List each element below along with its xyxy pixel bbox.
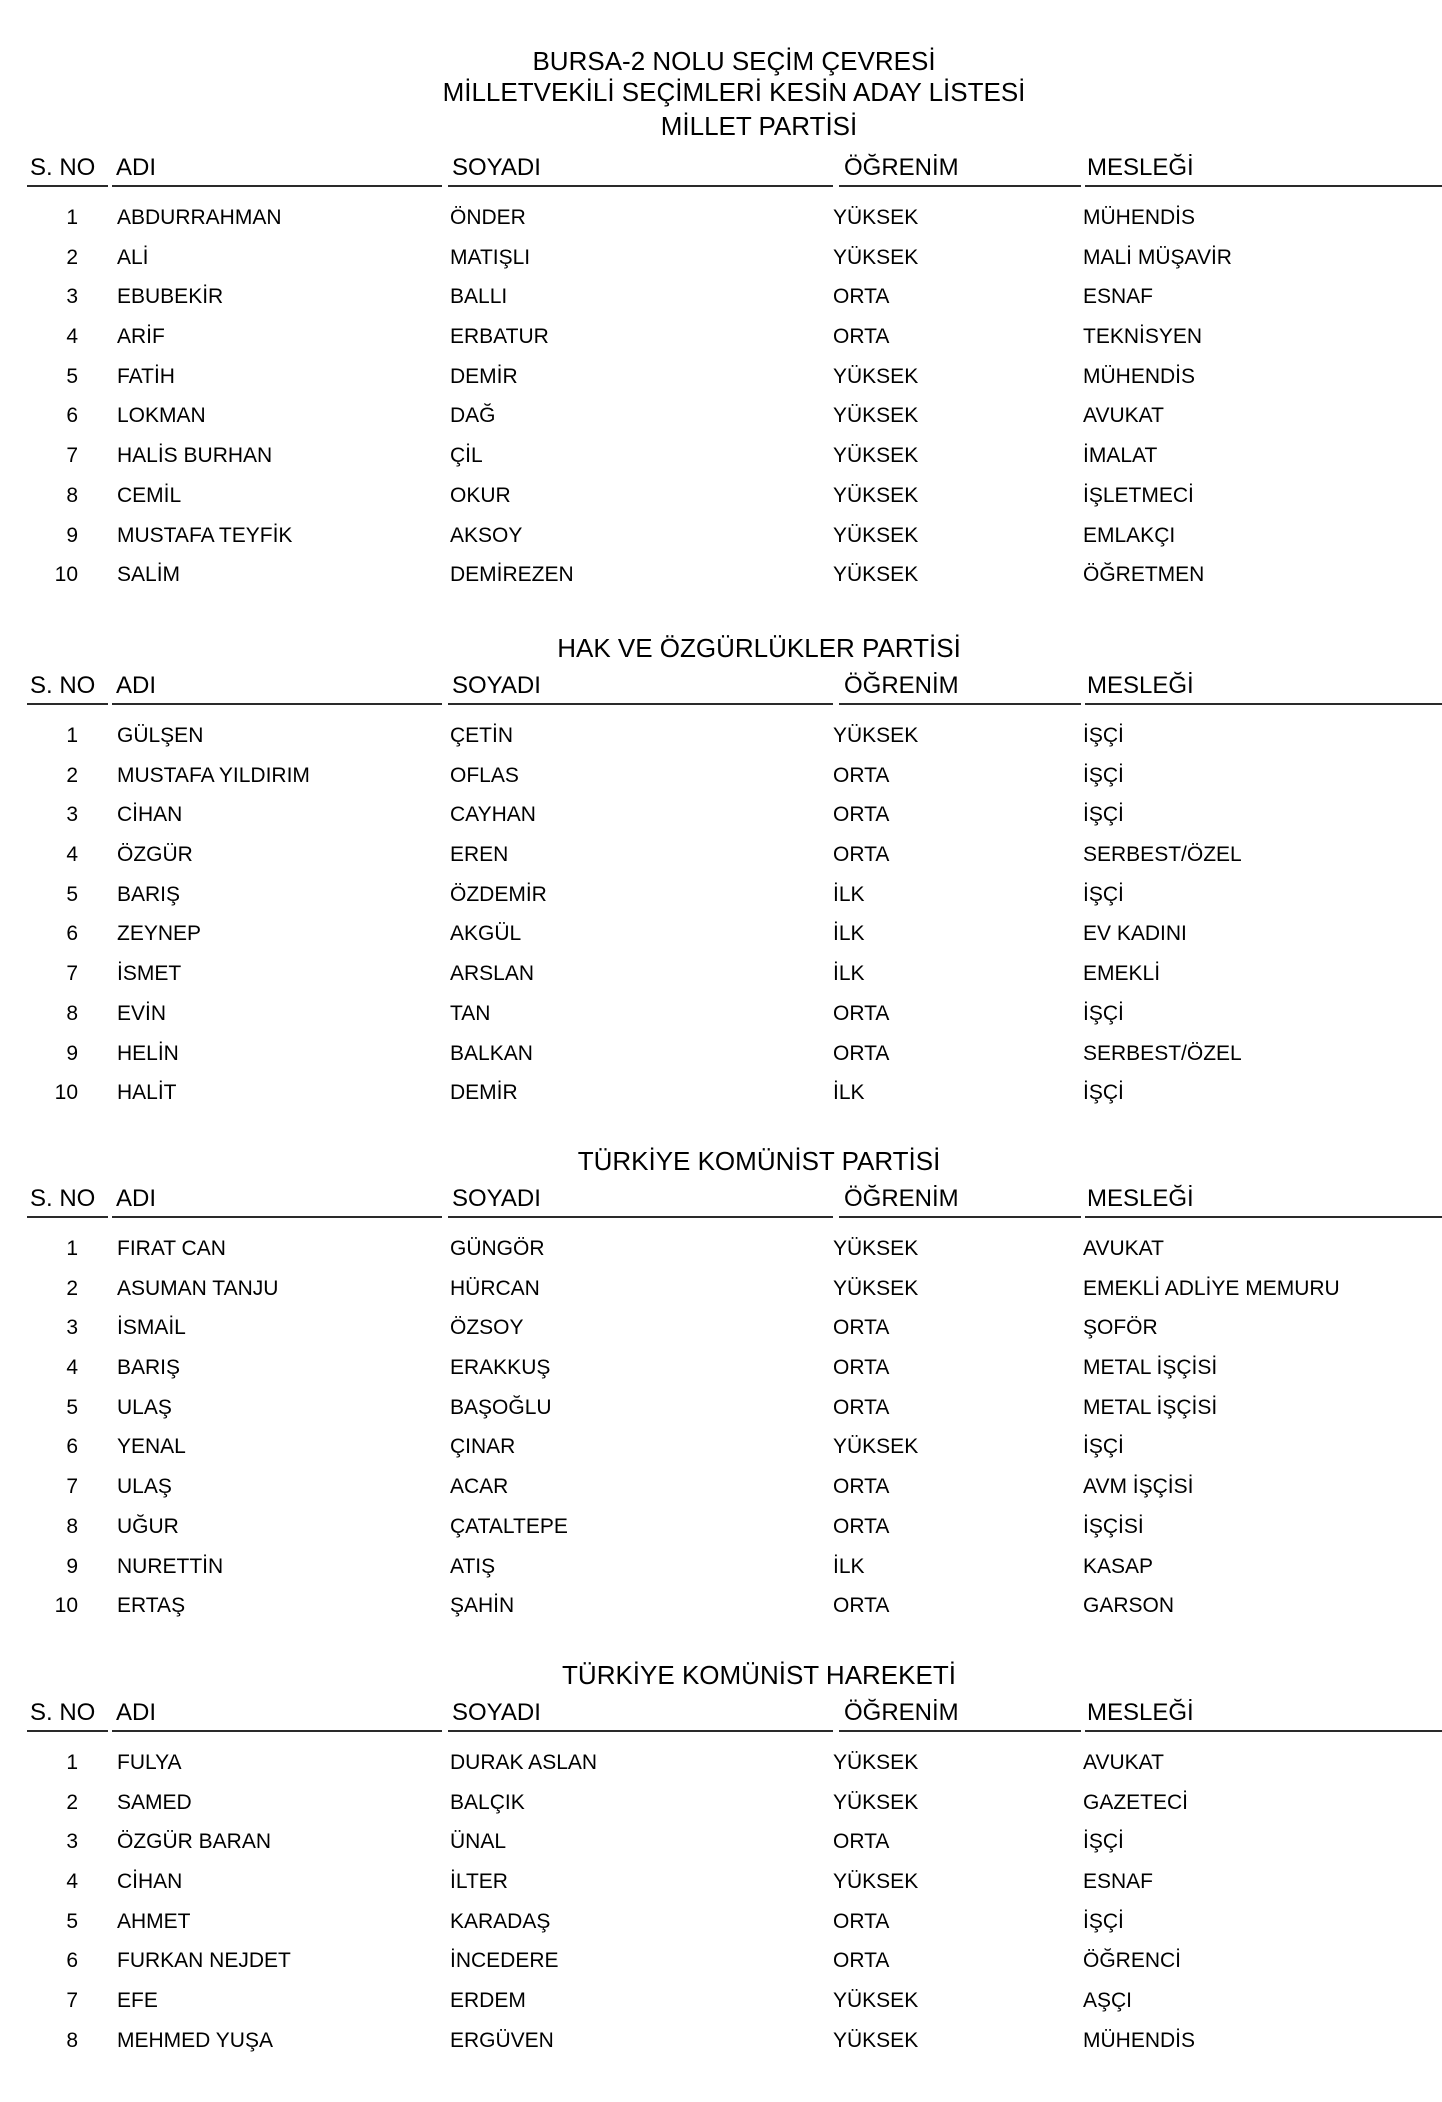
column-header-no: S. NO [30,154,96,181]
table-body [0,1231,1442,1628]
candidate-surname: ÇİL [450,444,483,468]
row-number: 6 [66,922,78,946]
candidate-education: YÜKSEK [833,364,919,388]
candidate-name: EVİN [117,1001,167,1025]
candidate-education: ORTA [833,1949,890,1973]
candidate-occupation: İŞÇİ [1083,1081,1124,1105]
candidate-name: ZEYNEP [117,922,202,946]
table-row [0,1745,1442,1785]
candidate-name: İSMET [117,962,182,986]
candidate-education: YÜKSEK [833,483,919,507]
row-number: 7 [66,444,78,468]
candidate-surname: ERBATUR [450,325,549,349]
candidate-name: FURKAN NEJDET [117,1949,291,1973]
row-number: 3 [66,1830,78,1854]
candidate-education: YÜKSEK [833,1276,919,1300]
candidate-name: SAMED [117,1790,192,1814]
column-header-surname: SOYADI [452,1699,541,1726]
header-rule-occupation [1085,703,1442,705]
column-header-name: ADI [116,1185,157,1212]
candidate-surname: GÜNGÖR [450,1237,545,1260]
candidate-education: İLK [833,1081,865,1105]
row-number: 7 [66,1475,78,1499]
candidate-name: ULAŞ [117,1475,172,1499]
candidate-surname: CAYHAN [450,803,536,827]
column-header-occupation: MESLEĞİ [1087,154,1194,181]
party-title: HAK VE ÖZGÜRLÜKLER PARTİSİ [557,633,961,663]
candidate-surname: HÜRCAN [450,1276,540,1300]
table-row [0,200,1442,240]
candidate-education: İLK [833,882,865,906]
candidate-occupation: İŞÇİ [1083,803,1124,827]
candidate-surname: DURAK ASLAN [450,1751,598,1774]
candidate-name: MUSTAFA YILDIRIM [117,763,310,787]
candidate-surname: KARADAŞ [450,1909,551,1933]
candidate-occupation: EV KADINI [1083,922,1187,946]
header-rule-name [112,1730,442,1732]
table-row [0,1983,1442,2023]
row-number: 2 [66,763,78,787]
document-title [0,46,1442,108]
candidate-name: UĞUR [117,1514,179,1538]
column-header-education: ÖĞRENİM [844,1185,959,1212]
candidate-name: FIRAT CAN [117,1237,226,1260]
candidate-occupation: İŞLETMECİ [1083,483,1194,507]
candidate-education: YÜKSEK [833,245,919,269]
candidate-education: YÜKSEK [833,563,919,587]
row-number: 5 [66,882,78,906]
table-row [0,1509,1442,1549]
table-row [0,1350,1442,1390]
column-header-surname: SOYADI [452,1185,541,1212]
column-header-surname: SOYADI [452,154,541,181]
column-header-surname: SOYADI [452,672,541,699]
table-row [0,319,1442,359]
table-row [0,1271,1442,1311]
candidate-surname: ERGÜVEN [450,2028,554,2052]
header-rule-name [112,1216,442,1218]
table-body [0,718,1442,1115]
party-title: TÜRKİYE KOMÜNİST PARTİSİ [577,1146,941,1176]
candidate-name: HALİT [117,1081,177,1105]
row-number: 8 [66,1514,78,1538]
candidate-education: ORTA [833,1001,890,1025]
candidate-name: FATİH [117,364,175,388]
candidate-name: ASUMAN TANJU [117,1276,279,1300]
candidate-education: YÜKSEK [833,206,919,229]
candidate-name: AHMET [117,1909,191,1933]
row-number: 10 [54,1081,78,1105]
table-row [0,398,1442,438]
candidate-name: ABDURRAHMAN [117,206,282,229]
row-number: 1 [66,206,78,229]
candidate-surname: ATIŞ [450,1554,496,1578]
table-row [0,1864,1442,1904]
table-row [0,1429,1442,1469]
party-title: MİLLET PARTİSİ [660,111,858,141]
row-number: 3 [66,285,78,309]
table-row [0,1904,1442,1944]
candidate-surname: ERDEM [450,1989,526,2013]
candidate-occupation: KASAP [1083,1554,1154,1578]
column-header-occupation: MESLEĞİ [1087,672,1194,699]
candidate-name: ULAŞ [117,1395,172,1419]
candidate-occupation: MALİ MÜŞAVİR [1083,245,1232,269]
candidate-name: İSMAİL [117,1316,186,1340]
table-row [0,1310,1442,1350]
row-number: 1 [66,724,78,747]
candidate-education: ORTA [833,1395,890,1419]
candidate-education: YÜKSEK [833,724,919,747]
candidate-education: YÜKSEK [833,523,919,547]
document-title-line-1: BURSA-2 NOLU SEÇİM ÇEVRESİ [532,46,936,76]
row-number: 7 [66,1989,78,2013]
candidate-occupation: EMEKLİ [1083,962,1161,986]
candidate-education: ORTA [833,1356,890,1380]
candidate-name: ÖZGÜR BARAN [117,1830,272,1854]
candidate-occupation: EMLAKÇI [1083,523,1176,547]
row-number: 4 [66,843,78,867]
candidate-occupation: ÖĞRETMEN [1083,563,1205,587]
candidate-education: ORTA [833,763,890,787]
column-header-education: ÖĞRENİM [844,154,959,181]
candidate-education: YÜKSEK [833,1751,919,1774]
candidate-surname: ÇATALTEPE [450,1514,568,1538]
candidate-name: NURETTİN [117,1554,224,1578]
table-row [0,478,1442,518]
header-rule-education [839,1730,1081,1732]
column-header-no: S. NO [30,672,96,699]
row-number: 9 [66,523,78,547]
table-row [0,1390,1442,1430]
header-rule-no [27,703,108,705]
candidate-education: ORTA [833,1594,890,1618]
column-header-education: ÖĞRENİM [844,1699,959,1726]
candidate-education: ORTA [833,843,890,867]
candidate-surname: ERAKKUŞ [450,1356,551,1380]
candidate-surname: DEMİR [450,1081,518,1105]
column-header-no: S. NO [30,1699,96,1726]
header-rule-name [112,185,442,187]
candidate-name: CİHAN [117,1870,183,1894]
candidate-education: YÜKSEK [833,404,919,428]
table-header [0,672,1442,702]
row-number: 5 [66,364,78,388]
row-number: 6 [66,404,78,428]
table-row [0,1549,1442,1589]
candidate-education: ORTA [833,1830,890,1854]
table-row [0,1036,1442,1076]
column-header-name: ADI [116,1699,157,1726]
candidate-name: ARİF [117,325,165,349]
candidate-surname: BALLI [450,285,508,309]
row-number: 5 [66,1909,78,1933]
row-number: 4 [66,1356,78,1380]
row-number: 8 [66,483,78,507]
candidate-occupation: İŞÇİ [1083,882,1124,906]
table-row [0,557,1442,597]
table-row [0,279,1442,319]
row-number: 6 [66,1949,78,1973]
table-row [0,1075,1442,1115]
candidate-occupation: İMALAT [1083,444,1158,468]
candidate-occupation: İŞÇİ [1083,1830,1124,1854]
header-rule-no [27,1216,108,1218]
candidate-occupation: EMEKLİ ADLİYE MEMURU [1083,1276,1340,1300]
candidate-occupation: ŞOFÖR [1083,1316,1158,1340]
candidate-occupation: AVM İŞÇİSİ [1083,1475,1194,1499]
party-title: TÜRKİYE KOMÜNİST HAREKETİ [562,1660,956,1690]
row-number: 1 [66,1237,78,1260]
candidate-surname: AKSOY [450,523,523,547]
table-body [0,1745,1442,2063]
table-row [0,1469,1442,1509]
table-row [0,1824,1442,1864]
candidate-occupation: MÜHENDİS [1083,2028,1196,2052]
candidate-name: SALİM [117,563,181,587]
candidate-name: EBUBEKİR [117,285,224,309]
candidate-education: İLK [833,922,865,946]
candidate-occupation: METAL İŞÇİSİ [1083,1356,1218,1380]
header-rule-education [839,1216,1081,1218]
candidate-occupation: İŞÇİ [1083,724,1124,747]
candidate-occupation: GARSON [1083,1594,1175,1618]
candidate-surname: BALÇIK [450,1790,525,1814]
candidate-name: ÖZGÜR [117,843,193,867]
candidate-education: ORTA [833,1514,890,1538]
table-row [0,996,1442,1036]
candidate-surname: DEMİREZEN [450,563,574,587]
candidate-education: YÜKSEK [833,2028,919,2052]
candidate-education: ORTA [833,1909,890,1933]
header-rule-occupation [1085,1216,1442,1218]
header-rule-occupation [1085,1730,1442,1732]
candidate-occupation: MÜHENDİS [1083,364,1196,388]
row-number: 2 [66,245,78,269]
candidate-occupation: MÜHENDİS [1083,206,1196,229]
candidate-education: İLK [833,962,865,986]
candidate-occupation: AŞÇI [1083,1989,1133,2013]
header-rule-education [839,703,1081,705]
candidate-surname: AKGÜL [450,922,522,946]
candidate-name: YENAL [117,1435,186,1459]
row-number: 4 [66,1870,78,1894]
candidate-surname: BAŞOĞLU [450,1395,552,1419]
row-number: 10 [54,563,78,587]
candidate-surname: OKUR [450,483,511,507]
row-number: 9 [66,1041,78,1065]
candidate-education: ORTA [833,803,890,827]
row-number: 6 [66,1435,78,1459]
candidate-surname: EREN [450,843,509,867]
column-header-occupation: MESLEĞİ [1087,1185,1194,1212]
candidate-occupation: İŞÇİSİ [1083,1514,1144,1538]
candidate-surname: ÇINAR [450,1435,516,1459]
table-row [0,2023,1442,2063]
candidate-education: İLK [833,1554,865,1578]
row-number: 7 [66,962,78,986]
row-number: 5 [66,1395,78,1419]
table-row [0,718,1442,758]
table-row [0,1231,1442,1271]
candidate-surname: ACAR [450,1475,509,1499]
candidate-education: YÜKSEK [833,1870,919,1894]
header-rule-surname [448,703,833,705]
candidate-occupation: SERBEST/ÖZEL [1083,843,1242,867]
candidate-occupation: GAZETECİ [1083,1790,1189,1814]
candidate-education: ORTA [833,1316,890,1340]
candidate-occupation: ESNAF [1083,1870,1154,1894]
candidate-surname: İLTER [450,1870,508,1894]
table-row [0,916,1442,956]
header-rule-surname [448,185,833,187]
table-body [0,200,1442,597]
table-row [0,1943,1442,1983]
candidate-education: YÜKSEK [833,1435,919,1459]
candidate-surname: ÇETİN [450,724,513,747]
header-rule-education [839,185,1081,187]
table-row [0,758,1442,798]
row-number: 9 [66,1554,78,1578]
candidate-name: GÜLŞEN [117,724,204,747]
candidate-surname: TAN [450,1001,491,1025]
candidate-name: EFE [117,1989,158,2013]
document-title-line-2: MİLLETVEKİLİ SEÇİMLERİ KESİN ADAY LİSTESİ [442,77,1026,107]
candidate-name: BARIŞ [117,882,181,906]
candidate-name: CEMİL [117,483,182,507]
candidate-surname: DAĞ [450,404,496,428]
candidate-name: LOKMAN [117,404,206,428]
candidate-name: HELİN [117,1041,179,1065]
candidate-occupation: İŞÇİ [1083,763,1124,787]
table-header [0,154,1442,184]
candidate-name: CİHAN [117,803,183,827]
candidate-education: ORTA [833,285,890,309]
header-rule-occupation [1085,185,1442,187]
candidate-name: BARIŞ [117,1356,181,1380]
column-header-occupation: MESLEĞİ [1087,1699,1194,1726]
candidate-surname: ÖZSOY [450,1316,524,1340]
candidate-surname: ARSLAN [450,962,535,986]
row-number: 8 [66,2028,78,2052]
table-row [0,877,1442,917]
candidate-occupation: ESNAF [1083,285,1154,309]
table-row [0,359,1442,399]
candidate-occupation: AVUKAT [1083,404,1164,428]
table-row [0,438,1442,478]
row-number: 2 [66,1790,78,1814]
candidate-occupation: AVUKAT [1083,1237,1164,1260]
candidate-occupation: ÖĞRENCİ [1083,1949,1182,1973]
candidate-occupation: SERBEST/ÖZEL [1083,1041,1242,1065]
candidate-occupation: AVUKAT [1083,1751,1164,1774]
header-rule-no [27,1730,108,1732]
row-number: 3 [66,1316,78,1340]
row-number: 8 [66,1001,78,1025]
candidate-name: ALİ [117,245,149,269]
row-number: 4 [66,325,78,349]
header-rule-surname [448,1730,833,1732]
column-header-education: ÖĞRENİM [844,672,959,699]
header-rule-no [27,185,108,187]
candidate-education: YÜKSEK [833,1237,919,1260]
candidate-occupation: METAL İŞÇİSİ [1083,1395,1218,1419]
column-header-no: S. NO [30,1185,96,1212]
row-number: 10 [54,1594,78,1618]
candidate-surname: OFLAS [450,763,519,787]
column-header-name: ADI [116,154,157,181]
row-number: 2 [66,1276,78,1300]
table-row [0,837,1442,877]
candidate-surname: ŞAHİN [450,1594,515,1618]
table-row [0,240,1442,280]
candidate-occupation: İŞÇİ [1083,1001,1124,1025]
candidate-occupation: TEKNİSYEN [1083,325,1203,349]
candidate-name: MEHMED YUŞA [117,2028,273,2052]
candidate-surname: MATIŞLI [450,245,531,269]
table-row [0,797,1442,837]
candidate-education: YÜKSEK [833,444,919,468]
candidate-occupation: İŞÇİ [1083,1909,1124,1933]
candidate-education: ORTA [833,325,890,349]
candidate-occupation: İŞÇİ [1083,1435,1124,1459]
header-rule-name [112,703,442,705]
candidate-surname: İNCEDERE [450,1949,559,1973]
candidate-name: HALİS BURHAN [117,444,273,468]
candidate-name: FULYA [117,1751,182,1774]
table-row [0,1588,1442,1628]
candidate-education: YÜKSEK [833,1790,919,1814]
candidate-surname: DEMİR [450,364,518,388]
column-header-name: ADI [116,672,157,699]
table-row [0,956,1442,996]
candidate-surname: BALKAN [450,1041,533,1065]
table-row [0,1785,1442,1825]
row-number: 1 [66,1751,78,1774]
candidate-surname: ÜNAL [450,1830,507,1854]
table-header [0,1699,1442,1729]
header-rule-surname [448,1216,833,1218]
candidate-name: ERTAŞ [117,1594,186,1618]
table-row [0,518,1442,558]
row-number: 3 [66,803,78,827]
table-header [0,1185,1442,1215]
candidate-education: ORTA [833,1041,890,1065]
candidate-surname: ÖZDEMİR [450,882,547,906]
candidate-education: ORTA [833,1475,890,1499]
candidate-education: YÜKSEK [833,1989,919,2013]
candidate-name: MUSTAFA TEYFİK [117,523,293,547]
candidate-surname: ÖNDER [450,206,526,229]
